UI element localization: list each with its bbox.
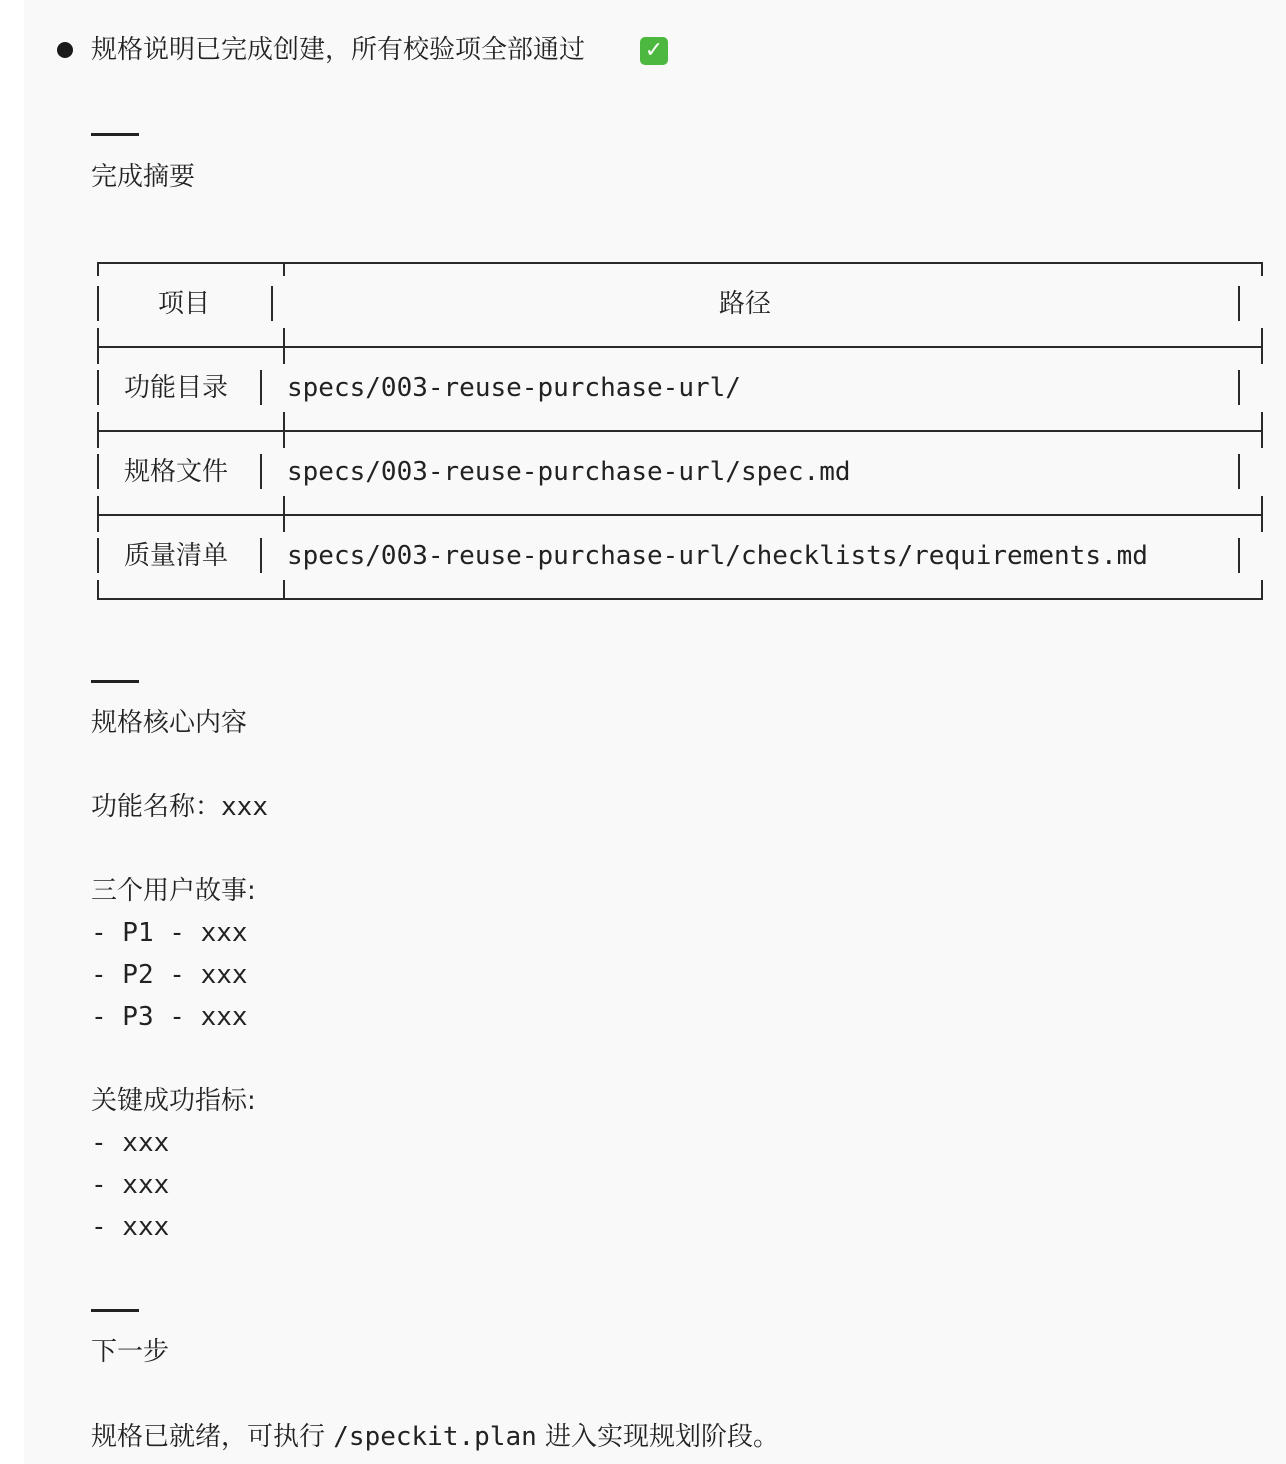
speckit-plan-command: /speckit.plan — [333, 1422, 537, 1452]
feature-name-label: 功能名称： — [91, 792, 222, 822]
table-edge — [97, 412, 99, 448]
table-edge — [97, 496, 99, 532]
next-text-before: 规格已就绪，可执行 — [91, 1422, 334, 1452]
next-text-after: 进入实现规划阶段。 — [536, 1422, 780, 1452]
feature-name-line — [91, 790, 268, 824]
metric-item: - xxx — [91, 1128, 170, 1158]
table-edge — [283, 412, 285, 448]
separator — [91, 1309, 139, 1312]
feature-name-value: xxx — [221, 792, 268, 822]
table-cell-item: 功能目录 — [124, 373, 229, 403]
table-edge — [260, 454, 262, 489]
core-heading: 规格核心内容 — [91, 708, 248, 738]
table-edge — [97, 580, 99, 600]
table-edge — [1238, 286, 1240, 321]
story-item: - P2 - xxx — [91, 960, 248, 990]
table-edge — [1261, 328, 1263, 364]
bullet-dot — [57, 42, 73, 58]
table-edge — [1261, 412, 1263, 448]
table-edge — [283, 580, 285, 600]
stories-label: 三个用户故事: — [91, 876, 256, 906]
table-divider — [98, 430, 1262, 432]
table-header-path: 路径 — [719, 289, 772, 319]
table-edge — [260, 538, 262, 573]
summary-heading: 完成摘要 — [91, 162, 196, 192]
check-mark-button-icon: ✓ — [640, 37, 668, 65]
table-cell-item: 规格文件 — [124, 457, 229, 487]
table-cell-path: specs/003-reuse-purchase-url/ — [287, 373, 741, 403]
table-edge — [97, 454, 99, 489]
table-edge — [283, 328, 285, 364]
table-cell-path: specs/003-reuse-purchase-url/spec.md — [287, 457, 851, 487]
metrics-label: 关键成功指标: — [91, 1086, 256, 1116]
table-edge — [260, 370, 262, 405]
table-edge — [97, 286, 99, 321]
table-cell-item: 质量清单 — [124, 541, 229, 571]
table-edge — [1261, 496, 1263, 532]
table-edge — [1238, 454, 1240, 489]
table-edge — [1238, 370, 1240, 405]
table-edge — [97, 538, 99, 573]
table-edge — [283, 262, 285, 276]
table-edge — [97, 328, 99, 364]
story-item: - P1 - xxx — [91, 918, 248, 948]
separator — [91, 133, 139, 136]
table-cell-path: specs/003-reuse-purchase-url/checklists/requirements.md — [287, 541, 1148, 571]
table-border-top — [98, 262, 1262, 264]
table-edge — [271, 286, 273, 321]
table-edge — [1261, 580, 1263, 600]
table-divider — [98, 514, 1262, 516]
table-edge — [97, 370, 99, 405]
table-header-item: 项目 — [158, 289, 211, 319]
table-edge — [97, 262, 99, 276]
table-border-bottom — [98, 598, 1262, 600]
table-edge — [1261, 262, 1263, 276]
table-edge — [283, 496, 285, 532]
next-heading: 下一步 — [91, 1337, 170, 1367]
next-step-line — [91, 1420, 779, 1454]
separator — [91, 680, 139, 683]
table-edge — [1238, 538, 1240, 573]
table-divider — [98, 346, 1262, 348]
metric-item: - xxx — [91, 1212, 170, 1242]
status-text: 规格说明已完成创建，所有校验项全部通过 — [91, 35, 586, 65]
metric-item: - xxx — [91, 1170, 170, 1200]
story-item: - P3 - xxx — [91, 1002, 248, 1032]
